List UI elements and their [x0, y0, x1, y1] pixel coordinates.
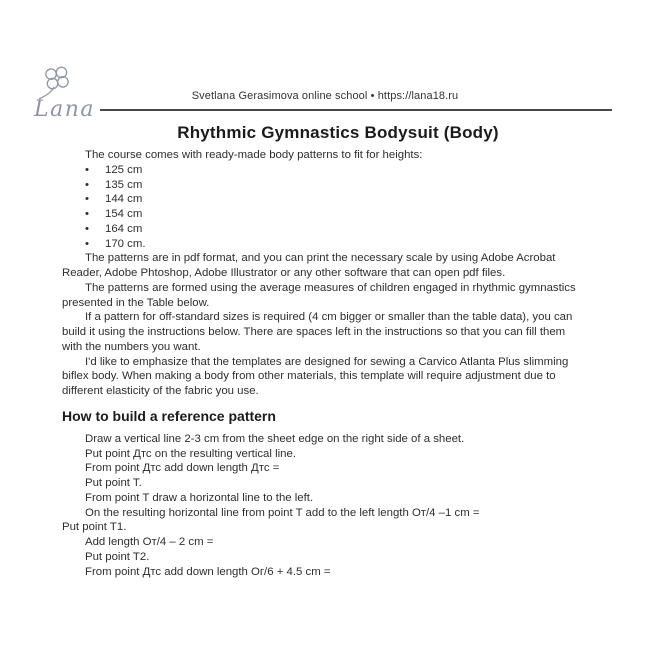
height-list-item	[62, 192, 618, 207]
instruction-step: Put point T1.	[62, 521, 127, 534]
bullet-marker: •	[85, 208, 89, 220]
paragraph-pdf-format	[62, 251, 618, 281]
instruction-step: From point Дтс add down length Дтс =	[85, 462, 280, 475]
instruction-step: Put point T.	[85, 477, 142, 489]
paragraph-line: with the numbers you want.	[62, 340, 201, 353]
bullet-marker: •	[85, 178, 89, 191]
document-body	[62, 148, 618, 579]
paragraph-line: If a pattern for off-standard sizes is required (4 cm bigger or smaller than the table data), you can	[85, 311, 573, 324]
document-title: Rhythmic Gymnastics Bodysuit (Body)	[177, 123, 499, 142]
height-list-item	[62, 237, 618, 252]
paragraph-line: The patterns are formed using the average measures of children engaged in rhythmic gymnastics	[85, 281, 576, 294]
height-value: 164 cm	[105, 222, 143, 235]
logo-wordmark: Lana	[34, 97, 96, 120]
section-heading: How to build a reference pattern	[62, 407, 276, 424]
paragraph-line: presented in the Table below.	[62, 296, 210, 309]
instruction-step: From point T draw a horizontal line to the left.	[85, 491, 314, 504]
instruction-step: Add length От/4 – 2 cm =	[85, 536, 214, 548]
instruction-steps	[62, 432, 618, 580]
instruction-step: Put point Дтс on the resulting vertical line.	[85, 447, 296, 460]
paragraph-off-standard	[62, 310, 618, 354]
height-value: 135 cm	[105, 178, 143, 191]
instruction-step: Draw a vertical line 2-3 cm from the sheet edge on the right side of a sheet.	[85, 432, 465, 445]
height-list-item	[62, 178, 618, 193]
height-list-item	[62, 222, 618, 237]
paragraph-fabric-note	[62, 355, 618, 399]
height-value: 154 cm	[105, 208, 143, 220]
header-rule	[100, 109, 612, 111]
bullet-marker: •	[85, 193, 89, 206]
instruction-step: Put point T2.	[85, 550, 150, 563]
intro-lead: The course comes with ready-made body patterns to fit for heights:	[85, 149, 423, 161]
instruction-step: From point Дтс add down length Ог/6 + 4.5 cm =	[85, 565, 331, 578]
height-value: 125 cm	[105, 163, 143, 176]
paragraph-line: The patterns are in pdf format, and you can print the necessary scale by using Adobe Acrobat	[85, 252, 556, 265]
bullet-marker: •	[85, 163, 89, 176]
height-value: 170 cm.	[105, 237, 146, 250]
height-value: 144 cm	[105, 193, 143, 206]
site-header-text: Svetlana Gerasimova online school • https://lana18.ru	[191, 90, 459, 102]
paragraph-line: Reader, Adobe Phtoshop, Adobe Illustrator or any other software that can open pdf files.	[62, 267, 506, 279]
paragraph-line: build it using the instructions below. There are spaces left in the instructions so that you can fill them	[62, 326, 566, 338]
bullet-marker: •	[85, 237, 89, 250]
height-list-item	[62, 163, 618, 178]
paragraph-line: biflex body. When making a body from other materials, this template will require adjustment due to	[62, 370, 556, 383]
bullet-marker: •	[85, 222, 89, 235]
paragraph-line: different elasticity of the fabric you use.	[62, 385, 259, 397]
height-list-item	[62, 207, 618, 222]
paragraph-line: I'd like to emphasize that the templates are designed for sewing a Carvico Atlanta Plus slimming	[85, 355, 569, 368]
paragraph-average-measures	[62, 281, 618, 311]
instruction-step: On the resulting horizontal line from point T add to the left length От/4 –1 cm =	[85, 506, 480, 519]
heights-list	[62, 163, 618, 252]
